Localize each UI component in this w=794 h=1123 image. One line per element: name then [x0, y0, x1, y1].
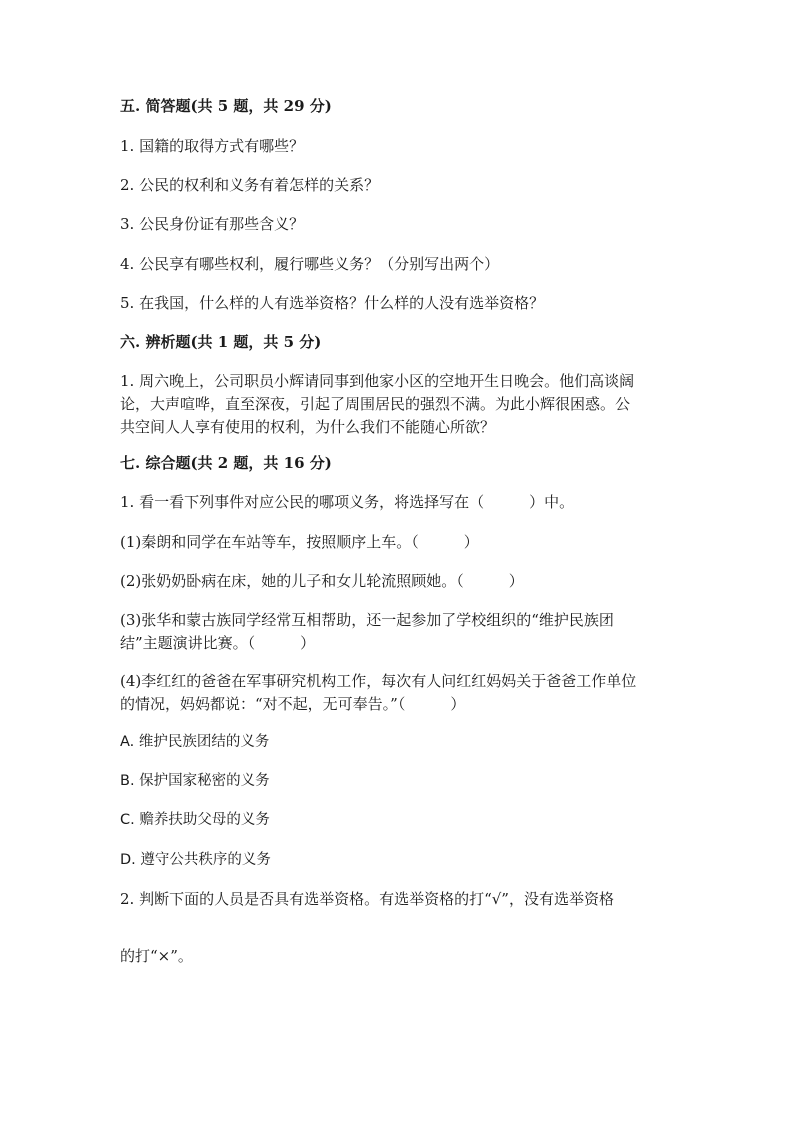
section-5-question-2: 2. 公民的权利和义务有着怎样的关系？	[120, 176, 380, 194]
section-7-heading: 七. 综合题(共 2 题，共 16 分)	[120, 454, 332, 472]
section-7-item-1: (1)秦朗和同学在车站等车，按照顺序上车。（ ）	[120, 533, 479, 551]
section-6-question-1-line-2: 论，大声喧哗，直至深夜，引起了周围居民的强烈不满。为此小辉很困惑。公	[120, 395, 631, 413]
section-5-heading: 五. 简答题(共 5 题，共 29 分)	[120, 97, 332, 115]
section-7-item-3-line-2: 结”主题演讲比赛。（ ）	[120, 634, 316, 652]
section-5-question-4: 4. 公民享有哪些权利，履行哪些义务？（分别写出两个）	[120, 255, 500, 273]
option-b: B. 保护国家秘密的义务	[120, 773, 270, 789]
section-6-question-1-line-3: 共空间人人享有使用的权利，为什么我们不能随心所欲？	[120, 418, 496, 436]
section-7-item-4-line-1: (4)李红红的爸爸在军事研究机构工作，每次有人问红红妈妈关于爸爸工作单位	[120, 672, 637, 690]
option-a: A. 维护民族团结的义务	[120, 734, 270, 750]
section-6-heading: 六. 辨析题(共 1 题，共 5 分)	[120, 333, 322, 351]
section-5-question-5: 5. 在我国，什么样的人有选举资格？什么样的人没有选举资格？	[120, 294, 545, 312]
option-d: D. 遵守公共秩序的义务	[120, 852, 271, 868]
section-6-question-1-line-1: 1. 周六晚上，公司职员小辉请同事到他家小区的空地开生日晚会。他们高谈阔	[120, 372, 635, 390]
section-5-question-3: 3. 公民身份证有那些含义？	[120, 215, 305, 233]
section-7-item-2: (2)张奶奶卧病在床，她的儿子和女儿轮流照顾她。（ ）	[120, 572, 524, 590]
section-7-item-4-line-2: 的情况，妈妈都说：“对不起，无可奉告。”（ ）	[120, 695, 466, 713]
section-7-question-2-line-2: 的打“×”。	[120, 947, 193, 965]
option-c: C. 赡养扶助父母的义务	[120, 812, 270, 828]
section-7-question-1-prompt: 1. 看一看下列事件对应公民的哪项义务，将选择写在（ ）中。	[120, 493, 575, 511]
section-7-question-2-line-1: 2. 判断下面的人员是否具有选举资格。有选举资格的打“√”，没有选举资格	[120, 890, 614, 908]
section-5-question-1: 1. 国籍的取得方式有哪些？	[120, 137, 305, 155]
section-7-item-3-line-1: (3)张华和蒙古族同学经常互相帮助，还一起参加了学校组织的“维护民族团	[120, 611, 614, 629]
